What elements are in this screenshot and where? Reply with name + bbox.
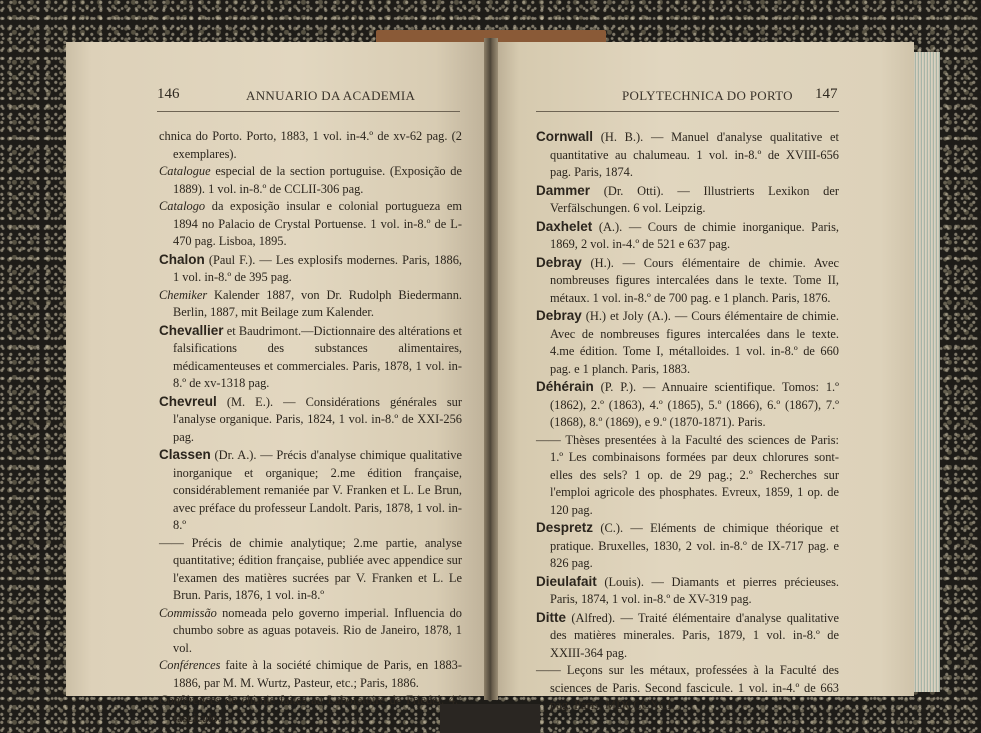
bibliography-entry bbox=[159, 605, 462, 658]
right-header-rule bbox=[536, 111, 839, 112]
entry-lead: Classen bbox=[159, 447, 211, 462]
bibliography-entry bbox=[536, 307, 839, 378]
entry-lead: Chevallier bbox=[159, 322, 224, 338]
bibliography-entry bbox=[159, 287, 462, 322]
entry-lead: Daxhelet bbox=[536, 218, 593, 234]
entry-text: (M. E.). — Considérations générales sur l'analyse organique. Paris, 1824, 1 vol. in-8.º de XXI-256 pag. bbox=[173, 394, 462, 444]
entry-lead: Conférences bbox=[159, 693, 221, 707]
entry-lead: Commissão bbox=[159, 605, 217, 620]
bibliography-entry bbox=[159, 128, 462, 163]
entry-lead: Despretz bbox=[536, 520, 594, 535]
entry-lead: Chevreul bbox=[159, 393, 217, 409]
entry-text: especial de la section portuguise. (Exposição de 1889). 1 vol. in-8.º de CCLII-306 pag. bbox=[173, 164, 462, 196]
entry-text: (Alfred). — Traité élémentaire d'analyse qualitative des matières minerales. Paris, 1879, 1 vol. in-8.º de XXIII-364 pag. bbox=[550, 610, 839, 660]
bibliography-entry bbox=[536, 609, 839, 663]
bibliography-entry bbox=[159, 446, 462, 535]
entry-text: nomeada pelo governo imperial. Influencia do chumbo sobre as aguas potaveis. Rio de Janeiro, 1878, 1 vol. bbox=[173, 605, 462, 655]
entry-lead: —— bbox=[159, 535, 184, 550]
bibliography-entry bbox=[536, 128, 839, 182]
bibliography-entry bbox=[159, 692, 462, 727]
entry-lead: Chemiker bbox=[159, 287, 208, 302]
book-gutter bbox=[484, 38, 498, 700]
entry-lead: —— bbox=[536, 432, 561, 447]
bibliography-entry bbox=[159, 163, 462, 198]
entry-text: Thèses presentées à la Faculté des sciences de Paris: 1.º Les combinaisons formées par deux chlorures sont-elles des sels? 1 op. de 29 pag.; 2.º Recherches sur l'emploi agricole des phosphates. Evreux, 1859, 1 op. de 120 pag. bbox=[550, 432, 839, 517]
entry-lead: Ditte bbox=[536, 609, 566, 625]
entry-text: (H. B.). — Manuel d'analyse qualitative et quantitative au chalumeau. 1 vol. in-8.º de XVIII-656 pag. Paris, 1874. bbox=[550, 130, 839, 179]
entry-text: de chimie faites au Laboratoire de Friedel. 4.º fasciculo. bbox=[173, 693, 462, 725]
bibliography-entry bbox=[159, 393, 462, 447]
entry-text: faite à la société chimique de Paris, en 1883-1886, par M. M. Wurtz, Pasteur, etc.; Paris, 1886. bbox=[173, 658, 462, 690]
left-header-rule bbox=[157, 111, 460, 112]
right-running-head: POLYTECHNICA DO PORTO bbox=[622, 88, 793, 103]
bibliography-entry bbox=[536, 218, 839, 254]
bibliography-entry bbox=[159, 251, 462, 287]
entry-text: (C.). — Eléments de chimique théorique et pratique. Bruxelles, 1830, 2 vol. in-8.º de IX-717 pag. e 826 pag. bbox=[550, 521, 839, 570]
entry-lead: Debray bbox=[536, 308, 582, 323]
entry-lead: Dammer bbox=[536, 182, 591, 198]
entry-text: (Paul F.). — Les explosifs modernes. Paris, 1886, 1 vol. in-8.º de 395 pag. bbox=[173, 252, 462, 284]
left-bibliography bbox=[159, 128, 462, 727]
right-bibliography bbox=[536, 128, 839, 715]
bibliography-entry bbox=[536, 432, 839, 520]
bibliography-entry bbox=[536, 254, 839, 308]
entry-text: (P. P.). — Annuaire scientifique. Tomos: 1.º (1862), 2.º (1863), 4.º (1865), 5.º (1866), 6.º (1867), 7.º (1868), 8.º (1869), e 9.º (1870-1871). Paris. bbox=[550, 380, 839, 429]
entry-text: Kalender 1887, von Dr. Rudolph Biedermann. Berlin, 1887, mit Beilage zum Kalender. bbox=[173, 287, 462, 319]
entry-text: Leçons sur les métaux, professées à la Faculté des sciences de Paris. Second fascicule. 1 vol. in-4.º de 663 pag. Paris, MDCCCXCI. bbox=[550, 663, 839, 712]
entry-text: chnica do Porto. Porto, 1883, 1 vol. in-4.º de xv-62 pag. (2 exemplares). bbox=[159, 129, 462, 161]
bibliography-entry bbox=[159, 198, 462, 251]
left-running-head: ANNUARIO DA ACADEMIA bbox=[246, 88, 416, 103]
entry-text: (Dr. A.). — Précis d'analyse chimique qualitative inorganique et organique; 2.me édition française, considérablement remaniée par V. Franken et L. Le Brun, avec préface du professeur Landolt. Paris, 1878, 1 vol. in-8.º bbox=[173, 448, 462, 532]
entry-text: et Baudrimont.—Dictionnaire des altérations et falsifications des substances alimentaires, médicamenteuses et commerciales. Paris, 1878, 1 vol. in-8.º de xv-1318 pag. bbox=[173, 323, 462, 390]
entry-lead: —— bbox=[536, 663, 561, 677]
bibliography-entry bbox=[536, 662, 839, 715]
page-edges bbox=[914, 52, 940, 692]
entry-lead: Cornwall bbox=[536, 129, 594, 144]
right-page-number: 147 bbox=[815, 86, 838, 102]
entry-lead: Déhérain bbox=[536, 379, 594, 394]
bibliography-entry bbox=[159, 535, 462, 605]
entry-lead: Catalogo bbox=[159, 199, 206, 213]
bibliography-entry bbox=[536, 573, 839, 609]
entry-text: (Dr. Otti). — Illustrierts Lexikon der Verfälschungen. 6 vol. Leipzig. bbox=[550, 183, 839, 215]
entry-text: da exposição insular e colonial portugueza em 1894 no Palacio de Crystal Portuense. 1 vol. in-8.º de L-470 pag. Lisboa, 1895. bbox=[173, 199, 462, 248]
entry-lead: Dieulafait bbox=[536, 573, 597, 589]
entry-text: (Louis). — Diamants et pierres précieuses. Paris, 1874, 1 vol. in-8.º de XV-319 pag. bbox=[550, 574, 839, 606]
bibliography-entry bbox=[536, 519, 839, 573]
entry-text: (H.) et Joly (A.). — Cours élémentaire de chimie. Avec de nombreuses figures intercalées dans le texte. 4.me édition. Tome I, métalloides. 1 vol. in-8.º de 660 pag. e 1 planch. Paris, 1883. bbox=[550, 309, 839, 376]
left-page-number: 146 bbox=[157, 86, 180, 102]
bibliography-entry bbox=[159, 657, 462, 692]
entry-lead: Catalogue bbox=[159, 164, 211, 178]
entry-lead: Debray bbox=[536, 254, 582, 270]
bibliography-entry bbox=[159, 322, 462, 393]
entry-text: (A.). — Cours de chimie inorganique. Paris, 1869, 2 vol. in-4.º de 521 e 637 pag. bbox=[550, 219, 839, 251]
entry-lead: Chalon bbox=[159, 251, 205, 267]
entry-text: (H.). — Cours élémentaire de chimie. Avec nombreuses figures intercalées dans le texte. Tome II, métaux. 1 vol. in-8.º de 700 pag. e 1 planch. Paris, 1876. bbox=[550, 255, 839, 305]
bibliography-entry bbox=[536, 378, 839, 432]
bibliography-entry bbox=[536, 182, 839, 218]
entry-lead: Conférences bbox=[159, 658, 221, 672]
entry-text: Précis de chimie analytique; 2.me partie, analyse quantitative; édition française, publiée avec appendice sur l'examen des matières sucrées par V. Franken et L. Le Brun. Paris, 1876, 1 vol. in-8.º bbox=[173, 535, 462, 602]
